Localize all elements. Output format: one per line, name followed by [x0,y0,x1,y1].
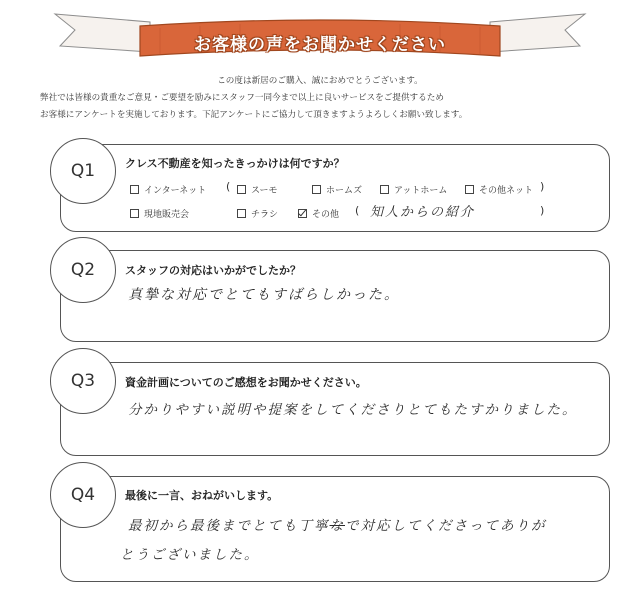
q1-number-circle [50,138,116,204]
q1-question: クレス不動産を知ったきっかけは何ですか？ [125,157,345,170]
paren-close: ) [540,180,545,193]
checkbox-icon[interactable] [237,185,246,194]
checked-checkbox-icon[interactable] [298,209,307,218]
struck-character: な [329,518,345,534]
checkbox-icon[interactable] [237,209,246,218]
checkbox-icon[interactable] [130,209,139,218]
q1-other-answer: 知人からの紹介 [370,205,476,220]
intro-line-1: この度は新居のご購入、誠におめでとうございます。 [217,76,423,86]
page-title: お客様の声をお聞かせください [194,35,446,55]
paren-close-other: ) [540,204,545,217]
q2-number-circle [50,237,116,303]
paren-open-other: ( [355,204,360,217]
q4-number: Q4 [70,485,96,505]
checkbox-icon[interactable] [465,185,474,194]
q1-option-internet[interactable]: インターネット [130,183,206,196]
q4-number-circle [50,462,116,528]
q1-option-suumo[interactable]: スーモ [237,183,278,196]
q1-option-athome[interactable]: アットホーム [380,183,447,196]
q1-option-homes[interactable]: ホームズ [312,183,362,196]
q4-answer-line-2: とうございました。 [120,547,260,563]
intro-line-3: お客様にアンケートを実施しております。下記アンケートにご協力して頂きますようよろしくお願い致します。 [40,110,468,120]
paren-open: ( [226,180,231,193]
checkbox-icon[interactable] [380,185,389,194]
q4-question: 最後に一言、おねがいします。 [125,489,279,502]
checkbox-icon[interactable] [312,185,321,194]
checkbox-icon[interactable] [130,185,139,194]
q2-question: スタッフの対応はいかがでしたか？ [125,264,301,277]
q1-number: Q1 [70,161,96,181]
q3-question: 資金計画についてのご感想をお聞かせください。 [125,376,367,389]
intro-line-2: 弊社では皆様の貴重なご意見・ご要望を励みにスタッフ一同今まで以上に良いサービスをご提供するため [40,93,444,103]
q1-option-flyer[interactable]: チラシ [237,207,278,220]
q3-number-circle [50,348,116,414]
q2-number: Q2 [70,260,96,280]
q2-answer: 真摯な対応でとてもすばらしかった。 [128,287,400,303]
q1-option-other-net[interactable]: その他ネット [465,183,533,196]
q1-option-other[interactable]: その他 [298,207,339,220]
q1-option-local-sale[interactable]: 現地販売会 [130,207,189,220]
q3-answer: 分かりやすい説明や提案をしてくださりとてもたすかりました。 [128,402,578,418]
q4-answer-line-1: 最初から最後までとても丁寧なで対応してくださってありが [128,518,547,534]
q3-number: Q3 [70,371,96,391]
